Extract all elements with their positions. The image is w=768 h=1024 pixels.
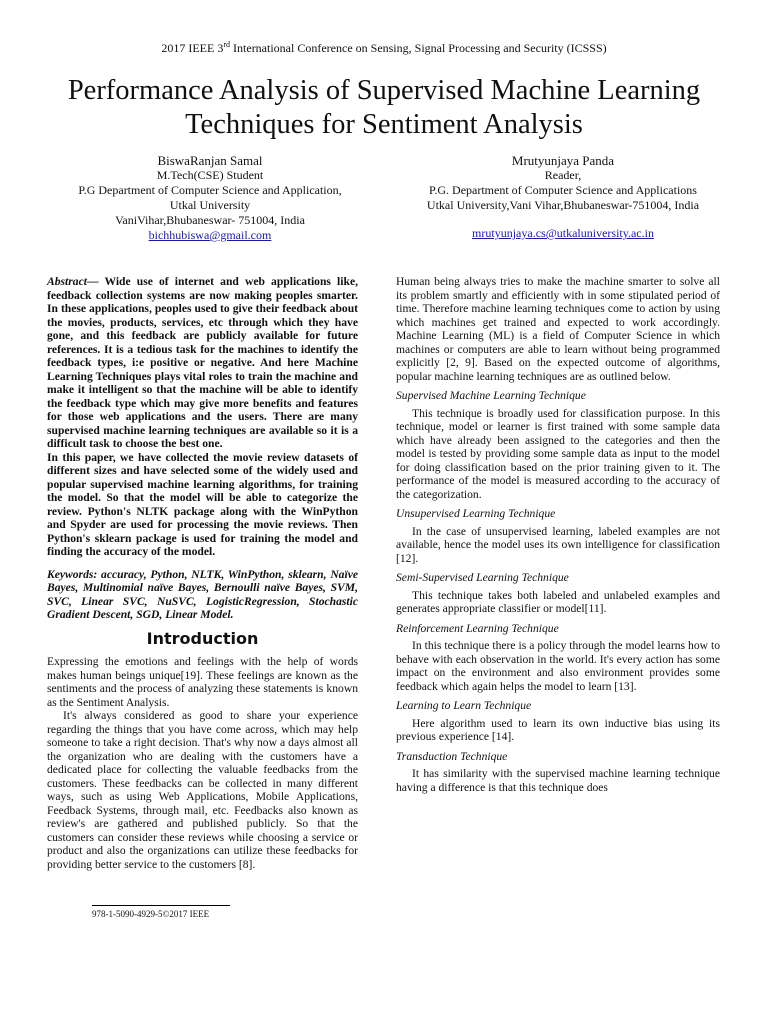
conference-header xyxy=(0,40,768,56)
keywords: Keywords: accuracy, Python, NLTK, WinPython, sklearn, Naïve Bayes, Multinomial naïve Bayes, Bernoulli naïve Bayes, SVM, SVC, Linear SVC, NuSVC, LogisticRegression, Stochastic Gradient Descent, SGD, Linear Model. xyxy=(47,567,358,621)
footnote-rule xyxy=(92,905,230,906)
author-role: Reader, xyxy=(544,168,582,182)
section-text-transduction: It has similarity with the supervised machine learning technique having a difference is that this technique does xyxy=(396,767,720,794)
author-name: BiswaRanjan Samal xyxy=(157,153,263,168)
left-column xyxy=(47,275,358,871)
section-heading-semi-supervised: Semi-Supervised Learning Technique xyxy=(396,571,569,584)
abstract-paragraph-2: In this paper, we have collected the movie review datasets of different sizes and have selected some of the widely used and popular supervised machine learning algorithms, for training the model. So that the model will be able to categorize the review. Python's NLTK package along with the WinPython and Spyder are used for processing the movie reviews. Then Python's sklearn package is used for training the model and finding the accuracy of the model. xyxy=(47,450,358,558)
ml-overview-paragraph: Human being always tries to make the machine smarter to solve all its problem smartly and efficiently with in some stipulated period of time. Therefore machine learning techniques come to action by using which machines get trained and expected to work accordingly. Machine Learning (ML) is a field of Computer Science in which machines or computers are able to learn without being programmed explicitly [2, 9]. Based on the expected outcome of algorithms, popular machine learning techniques are as outlined below. xyxy=(396,275,720,383)
author-block-1 xyxy=(40,153,380,243)
section-heading-reinforcement: Reinforcement Learning Technique xyxy=(396,621,559,635)
author-block-2 xyxy=(393,153,733,241)
author-name: Mrutyunjaya Panda xyxy=(511,153,615,168)
author-email-link[interactable]: bichhubiswa@gmail.com xyxy=(148,228,272,242)
abstract-text: Wide use of internet and web applications like, feedback collection systems are now making peoples smarter. In these applications, peoples used to give their feedback about the movies, products, services, etc through which they have gone, and this feedback are publicly available for future references. It is a tedious task for the machines to identify the feedback types, i:e positive or negative. And here Machine Learning Techniques plays vital roles to train the machine and make it intelligent so that the machine will be able to identify the feedback type which may give more benefits and features for those web applications and the users. There are many supervised machine learning techniques are available so it is a difficult task to choose the best one. xyxy=(47,275,358,450)
copyright-footnote: 978-1-5090-4929-5©2017 IEEE xyxy=(92,909,210,919)
intro-paragraph-2: It's always considered as good to share your experience regarding the things that you have come across, which may help someone to take a right decision. That's why now a days almost all the organization who are dealing with the customers have a dedicated place for collecting the valuable feedbacks from the customers. These feedbacks can be collected in many different ways, such as using Web Applications, Mobile Applications, Feedback Systems, through mail, etc. Feedbacks also known as review's are gathered and published publicly. So that the customers can consider these reviews while choosing a service or product and also the organizations can utilize these feedbacks for providing better service to the customers [8]. xyxy=(47,709,358,871)
author-dept: P.G Department of Computer Science and Application, xyxy=(78,183,342,197)
author-university: Utkal University,Vani Vihar,Bhubaneswar-751004, India xyxy=(426,198,700,212)
author-role: M.Tech(CSE) Student xyxy=(156,168,264,182)
section-heading-unsupervised: Unsupervised Learning Technique xyxy=(396,507,556,520)
introduction-heading: Introduction xyxy=(146,628,259,648)
section-text-reinforcement: In this technique there is a policy through the model learns how to behave with each observation in the world. It's every action has some impact on the environment and also environment provides some feedback which again helps the model to learn [13]. xyxy=(396,639,720,693)
section-heading-transduction: Transduction Technique xyxy=(396,749,508,763)
abstract-paragraph-1 xyxy=(47,275,358,451)
section-text-learning-to-learn: Here algorithm used to learn its own inductive bias using its previous experience [14]. xyxy=(396,716,720,743)
author-university: Utkal University xyxy=(169,198,251,212)
abstract-lead: Abstract— xyxy=(47,275,99,288)
section-heading-learning-to-learn: Learning to Learn Technique xyxy=(396,699,532,712)
section-heading-supervised: Supervised Machine Learning Technique xyxy=(396,389,586,402)
author-address: VaniVihar,Bhubaneswar- 751004, India xyxy=(115,213,305,227)
author-email-link[interactable]: mrutyunjaya.cs@utkaluniversity.ac.in xyxy=(472,226,654,240)
author-dept: P.G. Department of Computer Science and Applications xyxy=(429,183,697,197)
conference-suffix: International Conference on Sensing, Signal Processing and Security (ICSSS) xyxy=(230,41,607,55)
section-text-semi-supervised: This technique takes both labeled and unlabeled examples and generates appropriate classifier or model[11]. xyxy=(396,588,720,615)
section-text-supervised: This technique is broadly used for classification purpose. In this technique, model or learner is first trained with some sample data which have already been assigned to the categories and then the model is tested by providing some sample data as input to the model for doing classification based on the prior training given to it. The performance of the model is measured according to the accuracy of the categorization. xyxy=(396,406,720,501)
conference-prefix: 2017 IEEE 3 xyxy=(161,41,224,55)
section-text-unsupervised: In the case of unsupervised learning, labeled examples are not available, hence the model uses its own intelligence for classification [12]. xyxy=(396,524,720,565)
right-column xyxy=(396,275,720,794)
intro-paragraph-1: Expressing the emotions and feelings with the help of words makes human beings unique[19]. These feelings are known as the sentiments and the process of analyzing these statements is known as the Sentiment Analysis. xyxy=(47,655,358,709)
paper-title: Performance Analysis of Supervised Machine Learning Techniques for Sentiment Analysis xyxy=(67,75,701,140)
conference-sup: rd xyxy=(223,40,231,49)
